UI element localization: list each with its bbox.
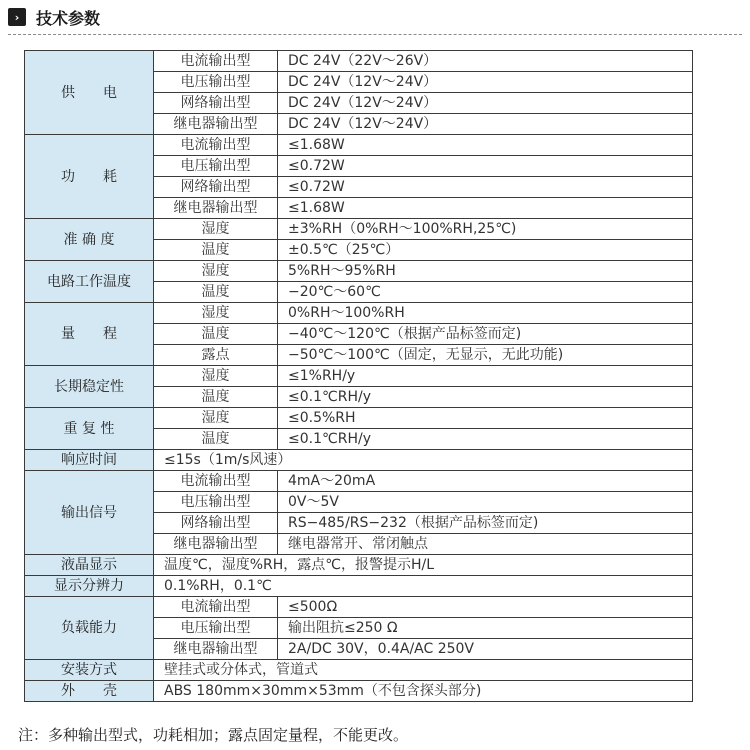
subcategory-cell: 温度 bbox=[154, 240, 278, 261]
value-cell: ±0.5℃（25℃） bbox=[278, 240, 693, 261]
subcategory-cell: 电压输出型 bbox=[154, 72, 278, 93]
value-cell: DC 24V（12V～24V） bbox=[278, 93, 693, 114]
subcategory-cell: 继电器输出型 bbox=[154, 114, 278, 135]
category-cell: 液晶显示 bbox=[25, 555, 154, 576]
spec-table bbox=[24, 50, 693, 702]
value-cell: 0.1%RH，0.1℃ bbox=[154, 576, 693, 597]
value-cell: ≤0.72W bbox=[278, 156, 693, 177]
value-cell: 0%RH～100%RH bbox=[278, 303, 693, 324]
subcategory-cell: 网络输出型 bbox=[154, 177, 278, 198]
subcategory-cell: 电压输出型 bbox=[154, 492, 278, 513]
subcategory-cell: 继电器输出型 bbox=[154, 639, 278, 660]
table-row bbox=[25, 597, 693, 618]
subcategory-cell: 电压输出型 bbox=[154, 156, 278, 177]
subcategory-cell: 继电器输出型 bbox=[154, 198, 278, 219]
subcategory-cell: 湿度 bbox=[154, 261, 278, 282]
category-cell: 安装方式 bbox=[25, 660, 154, 681]
category-cell: 供 电 bbox=[25, 51, 154, 135]
category-cell: 响应时间 bbox=[25, 450, 154, 471]
category-cell: 负载能力 bbox=[25, 597, 154, 660]
table-row bbox=[25, 408, 693, 429]
table-row bbox=[25, 450, 693, 471]
value-cell: DC 24V（12V～24V） bbox=[278, 72, 693, 93]
subcategory-cell: 网络输出型 bbox=[154, 513, 278, 534]
value-cell: ≤15s（1m/s风速） bbox=[154, 450, 693, 471]
subcategory-cell: 湿度 bbox=[154, 219, 278, 240]
value-cell: ABS 180mm×30mm×53mm（不包含探头部分) bbox=[154, 681, 693, 702]
value-cell: −40℃～120℃（根据产品标签而定) bbox=[278, 324, 693, 345]
value-cell: ≤1.68W bbox=[278, 198, 693, 219]
value-cell: 5%RH～95%RH bbox=[278, 261, 693, 282]
category-cell: 准 确 度 bbox=[25, 219, 154, 261]
category-cell: 外 壳 bbox=[25, 681, 154, 702]
value-cell: ≤0.1℃RH/y bbox=[278, 387, 693, 408]
table-row bbox=[25, 471, 693, 492]
table-row bbox=[25, 303, 693, 324]
value-cell: ≤1.68W bbox=[278, 135, 693, 156]
value-cell: −20℃～60℃ bbox=[278, 282, 693, 303]
value-cell: 4mA～20mA bbox=[278, 471, 693, 492]
value-cell: ≤500Ω bbox=[278, 597, 693, 618]
chevron-right-icon: › bbox=[8, 8, 26, 26]
value-cell: ≤1%RH/y bbox=[278, 366, 693, 387]
table-row bbox=[25, 366, 693, 387]
subcategory-cell: 电流输出型 bbox=[154, 51, 278, 72]
table-row bbox=[25, 135, 693, 156]
category-cell: 输出信号 bbox=[25, 471, 154, 555]
value-cell: ≤0.1℃RH/y bbox=[278, 429, 693, 450]
subcategory-cell: 电流输出型 bbox=[154, 135, 278, 156]
table-row bbox=[25, 219, 693, 240]
subcategory-cell: 温度 bbox=[154, 324, 278, 345]
category-cell: 长期稳定性 bbox=[25, 366, 154, 408]
subcategory-cell: 温度 bbox=[154, 387, 278, 408]
value-cell: RS−485/RS−232（根据产品标签而定) bbox=[278, 513, 693, 534]
table-row bbox=[25, 660, 693, 681]
subcategory-cell: 电流输出型 bbox=[154, 597, 278, 618]
category-cell: 显示分辨力 bbox=[25, 576, 154, 597]
table-row bbox=[25, 261, 693, 282]
subcategory-cell: 继电器输出型 bbox=[154, 534, 278, 555]
subcategory-cell: 温度 bbox=[154, 429, 278, 450]
table-row bbox=[25, 681, 693, 702]
footnote: 注：多种输出型式，功耗相加；露点固定量程，不能更改。 bbox=[18, 726, 409, 744]
subcategory-cell: 湿度 bbox=[154, 408, 278, 429]
subcategory-cell: 湿度 bbox=[154, 303, 278, 324]
value-cell: ≤0.72W bbox=[278, 177, 693, 198]
value-cell: 壁挂式或分体式，管道式 bbox=[154, 660, 693, 681]
subcategory-cell: 湿度 bbox=[154, 366, 278, 387]
section-title: 技术参数 bbox=[36, 8, 101, 28]
subcategory-cell: 电流输出型 bbox=[154, 471, 278, 492]
category-cell: 功 耗 bbox=[25, 135, 154, 219]
value-cell: 2A/DC 30V，0.4A/AC 250V bbox=[278, 639, 693, 660]
value-cell: ±3%RH（0%RH～100%RH,25℃) bbox=[278, 219, 693, 240]
value-cell: 0V～5V bbox=[278, 492, 693, 513]
value-cell: 温度℃，湿度%RH，露点℃，报警提示H/L bbox=[154, 555, 693, 576]
value-cell: 继电器常开、常闭触点 bbox=[278, 534, 693, 555]
value-cell: −50℃～100℃（固定，无显示，无此功能) bbox=[278, 345, 693, 366]
category-cell: 量 程 bbox=[25, 303, 154, 366]
value-cell: DC 24V（22V～26V） bbox=[278, 51, 693, 72]
dotted-divider bbox=[8, 34, 742, 35]
subcategory-cell: 电压输出型 bbox=[154, 618, 278, 639]
category-cell: 重 复 性 bbox=[25, 408, 154, 450]
value-cell: ≤0.5%RH bbox=[278, 408, 693, 429]
subcategory-cell: 露点 bbox=[154, 345, 278, 366]
table-row bbox=[25, 51, 693, 72]
subcategory-cell: 网络输出型 bbox=[154, 93, 278, 114]
table-row bbox=[25, 555, 693, 576]
value-cell: 输出阻抗≤250 Ω bbox=[278, 618, 693, 639]
table-row bbox=[25, 576, 693, 597]
category-cell: 电路工作温度 bbox=[25, 261, 154, 303]
value-cell: DC 24V（12V～24V） bbox=[278, 114, 693, 135]
section-header bbox=[8, 6, 100, 28]
subcategory-cell: 温度 bbox=[154, 282, 278, 303]
